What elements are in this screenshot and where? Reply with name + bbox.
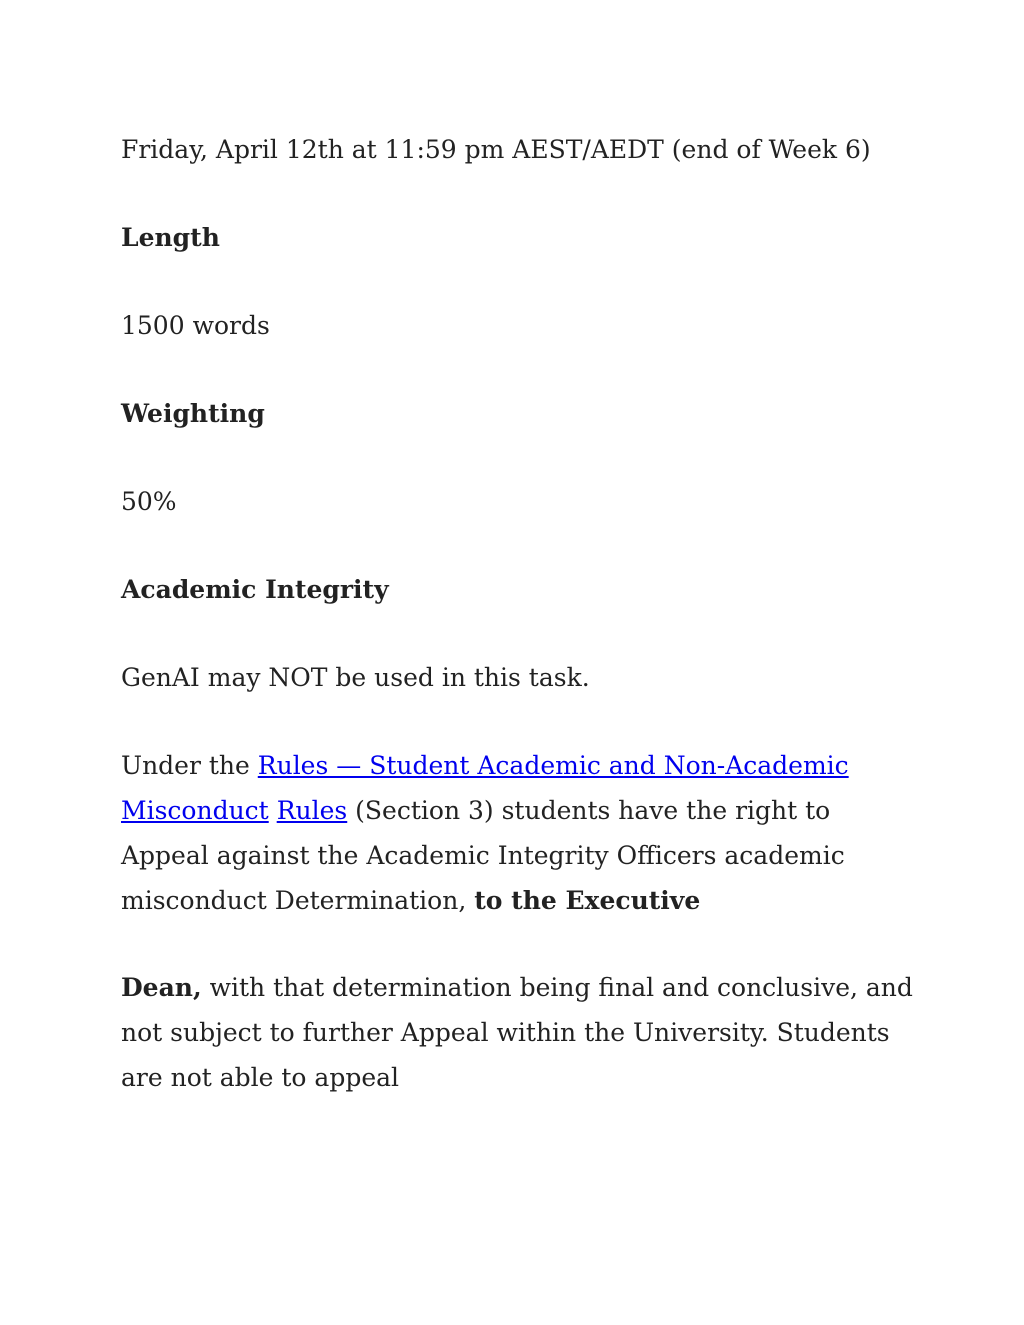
weighting-value: 50%: [121, 487, 177, 516]
appeal-bold-text: to the Executive: [474, 886, 701, 915]
dean-paragraph: [121, 965, 921, 1100]
dean-line-1: [121, 965, 921, 1010]
misconduct-rules-link-continued[interactable]: Misconduct: [121, 796, 269, 825]
rules-link[interactable]: Rules: [276, 796, 348, 825]
length-heading: Length: [121, 223, 220, 252]
appeal-prefix: Under the: [121, 751, 258, 780]
appeal-line-4-text: misconduct Determination,: [121, 886, 475, 915]
dean-bold-text: Dean,: [121, 973, 202, 1002]
appeal-after-link: (Section 3) students have the right to: [347, 796, 831, 825]
weighting-heading: Weighting: [121, 399, 265, 428]
appeal-line-3: Appeal against the Academic Integrity Officers academic: [121, 841, 845, 870]
appeal-line-4: [121, 878, 921, 923]
length-value: 1500 words: [121, 311, 270, 340]
dean-line-3: are not able to appeal: [121, 1063, 400, 1092]
dean-line-2: not subject to further Appeal within the University. Students: [121, 1018, 890, 1047]
appeal-paragraph: [121, 743, 921, 923]
academic-integrity-heading: Academic Integrity: [121, 575, 389, 604]
misconduct-rules-link[interactable]: Rules — Student Academic and Non-Academic: [257, 751, 849, 780]
genai-note: GenAI may NOT be used in this task.: [121, 663, 590, 692]
due-date-text: Friday, April 12th at 11:59 pm AEST/AEDT (end of Week 6): [121, 135, 871, 164]
dean-line-1-rest: with that determination being final and conclusive, and: [201, 973, 913, 1002]
appeal-line-2: [121, 788, 921, 833]
appeal-line-1: [121, 743, 921, 788]
